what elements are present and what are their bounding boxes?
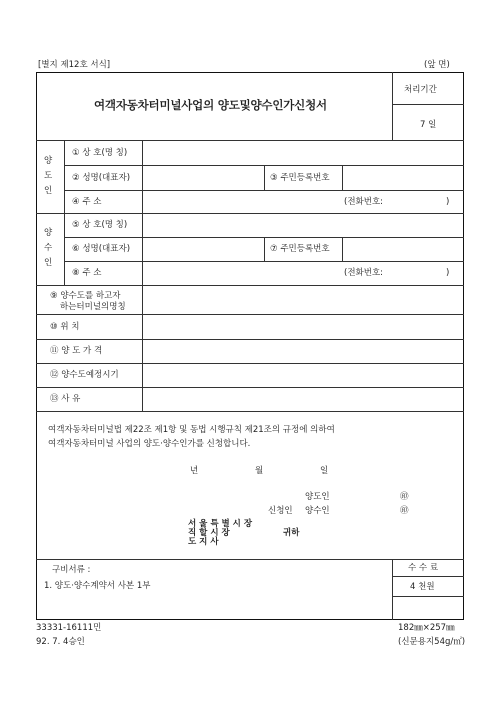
transferee-seal: ㊞ [400,506,409,516]
statement-line-1: 여객자동차터미널법 제22조 제1항 및 동법 시행규칙 제21조의 규정에 의하여 [48,425,335,435]
schedule-label: ⑫ 양수도예정시기 [50,370,119,380]
reason-label: ⑬ 사 유 [50,394,81,404]
transferor-phone-close: ) [446,197,450,207]
transferor-sign-label: 양도인 [305,492,330,502]
terminal-name-label-2: 하는터미널의명칭 [60,302,126,312]
fee-label: 수 수 료 [408,563,439,573]
fee-value: 4 천원 [410,582,435,592]
form-number: [별지 제12호 서식] [38,60,111,70]
date-day: 일 [320,466,329,476]
transferor-phone-label: (전화번호: [344,197,384,207]
processing-period-value: 7 일 [420,120,437,130]
transferee-sign-label: 양수인 [305,506,330,516]
applicant-label: 신청인 [268,506,293,516]
transferee-phone-label: (전화번호: [344,268,384,278]
date-month: 월 [255,466,264,476]
price-label: ⑪ 양 도 가 격 [50,346,103,356]
footer-code: 33331-16111민 [36,623,102,633]
transferor-name-label: ① 상 호(명 칭) [72,148,128,158]
transferor-reg-label: ③ 주민등록번호 [270,173,330,183]
transferor-seal: ㊞ [400,492,409,502]
addressee-line-3: 도 지 사 [188,537,219,547]
transferee-address-label: ⑧ 주 소 [72,268,102,278]
addressee-line-2: 직 할 시 장 [188,528,230,538]
form-title: 여객자동차터미널사업의 양도및양수인가신청서 [94,98,327,112]
footer-approval: 92. 7. 4승인 [36,637,85,647]
footer-paper: (신문용지54g/㎡) [398,637,466,647]
transferee-reg-label: ⑦ 주민등록번호 [270,244,330,254]
transferee-group-label: 양 수 인 [44,228,53,268]
transferor-group-label: 양 도 인 [44,156,53,196]
terminal-name-label-1: ⑨ 양수도를 하고자 [50,291,121,301]
required-docs-label: 구비서류 : [52,565,91,575]
statement-line-2: 여객자동차터미널 사업의 양도·양수인가를 신청합니다. [48,439,251,449]
location-label: ⑩ 위 치 [50,322,80,332]
transferee-phone-close: ) [446,268,450,278]
addressee-honorific: 귀하 [283,528,300,538]
footer-size: 182㎜×257㎜ [398,623,455,633]
page-side-label: (앞 면) [424,60,450,70]
processing-period-label: 처리기간 [404,85,437,95]
addressee-line-1: 서 울 특 별 시 장 [188,519,253,529]
transferee-rep-label: ⑥ 성명(대표자) [72,244,131,254]
date-year: 년 [190,466,199,476]
transferor-address-label: ④ 주 소 [72,197,102,207]
required-doc-item-1: 1. 양도·양수계약서 사본 1부 [44,581,151,591]
transferor-rep-label: ② 성명(대표자) [72,173,131,183]
transferee-name-label: ⑤ 상 호(명 칭) [72,220,128,230]
